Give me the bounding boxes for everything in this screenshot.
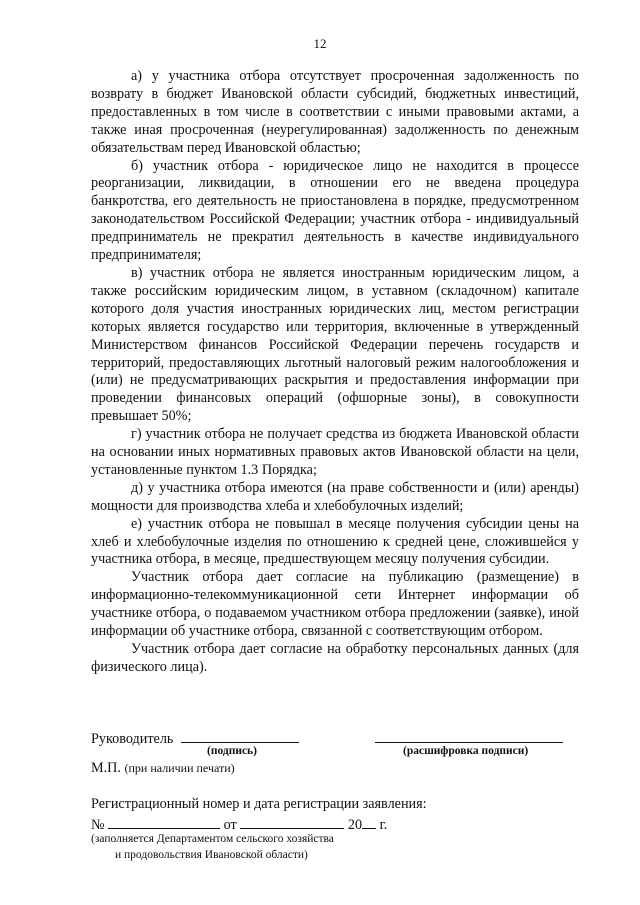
registration-title: Регистрационный номер и дата регистрации заявления: (91, 796, 427, 812)
stamp-note: (при наличии печати) (124, 761, 235, 775)
paragraph-personal-data-consent: Участник отбора дает согласие на обработку персональных данных (для физического лица). (91, 641, 579, 675)
head-signature-row (91, 728, 299, 748)
number-sign: № (91, 817, 105, 833)
paragraph-g: г) участник отбора не получает средства из бюджета Ивановской области на основании иных нормативных правовых актов Ивановской области на цели, установленные пунктом 1.3 Порядка; (91, 426, 579, 478)
from-word: от (223, 817, 237, 833)
paragraph-e: е) участник отбора не повышал в месяце получения субсидии цены на хлеб и хлебобулочные изделия по отношению к средней цене, сложившейся у участника отбора, в месяце, предшествующем месяцу получения субсидии. (91, 515, 579, 568)
year-prefix: 20 (347, 817, 363, 833)
registration-number-line (108, 814, 220, 829)
page-number: 12 (313, 36, 327, 51)
paragraph-publication-consent: Участник отбора дает согласие на публикацию (размещение) в информационно-телекоммуникационной сети Интернет информации об участнике отбора, о подаваемом участником отбора предложении (заявке), иной информации об участнике отбора, связанной с соответствующим отбором. (91, 569, 579, 640)
document-body (91, 68, 579, 677)
head-label: Руководитель (91, 731, 174, 747)
paragraph-d: д) у участника отбора имеются (на праве собственности и (или) аренды) мощности для производства хлеба и хлебобулочных изделий; (91, 479, 579, 514)
stamp-row (91, 760, 235, 777)
registration-note-line2: и продовольствия Ивановской области) (115, 849, 308, 861)
registration-date-line (240, 814, 344, 829)
decoding-caption: (расшифровка подписи) (403, 745, 529, 757)
year-line (362, 814, 376, 829)
signature-line (181, 728, 299, 743)
stamp-label: М.П. (91, 760, 121, 776)
registration-row (91, 814, 387, 834)
paragraph-a: а) у участника отбора отсутствует просроченная задолженность по возврату в бюджет Ивановской области субсидий, бюджетных инвестиций, предоставленных в том числе в соответствии с иными правовыми актами, а также иная просроченная (неурегулированная) задолженность по денежным обязательствам перед Ивановской областью; (91, 68, 579, 156)
registration-note-line1: (заполняется Департаментом сельского хозяйства (91, 833, 334, 845)
decoding-line (375, 728, 563, 743)
year-suffix: г. (379, 817, 388, 833)
paragraph-v: в) участник отбора не является иностранным юридическим лицом, а также российским юридическим лицом, в уставном (складочном) капитале которого доля участия иностранных юридических лиц, местом регистрации которых является государство или территория, включенные в утвержденный Министерством финансов Российской Федерации перечень государств и территорий, предоставляющих льготный налоговый режим налогообложения и (или) не предусматривающих раскрытия и предоставления информации при проведении финансовых операций (офшорные зоны), в совокупности превышает 50%; (91, 264, 579, 425)
signature-caption: (подпись) (207, 745, 257, 757)
paragraph-b: б) участник отбора - юридическое лицо не находится в процессе реорганизации, ликвидации, в отношении его не введена процедура банкротства, его деятельность не приостановлена в порядке, предусмотренном законодательством Российской Федерации; участник отбора - индивидуальный предприниматель не прекратил деятельность в качестве индивидуального предпринимателя; (91, 157, 579, 264)
